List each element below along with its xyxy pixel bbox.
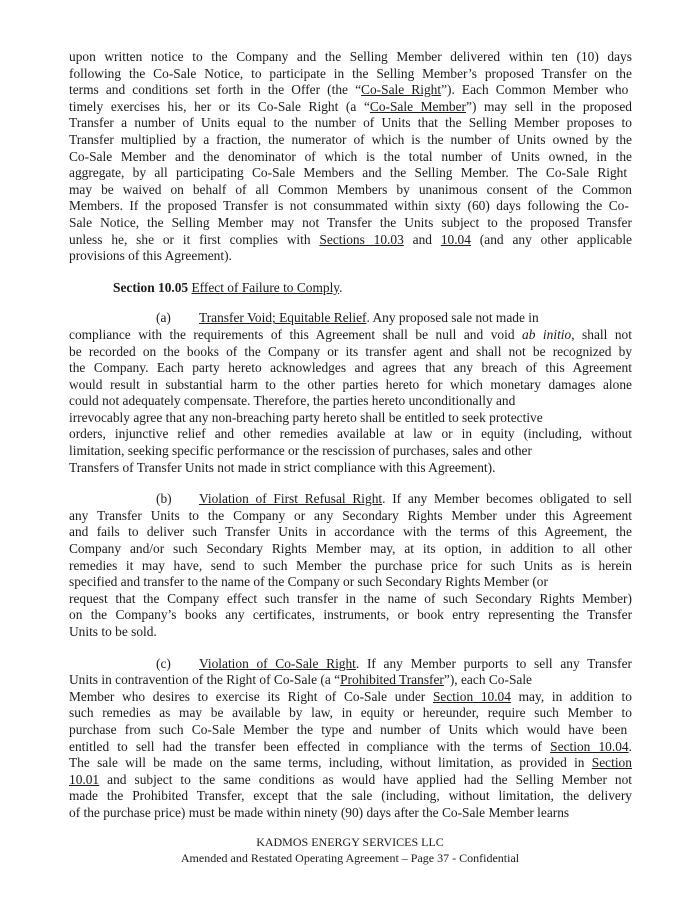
text-line: such remedies as may be available by law, in equity or hereunder, require such Member to [69, 705, 632, 721]
text-line: The sale will be made on the same terms, including, without limitation, as provided in Section [69, 755, 632, 771]
text-line: entitled to sell had the transfer been effected in compliance with the terms of Section 10.04. [69, 738, 632, 754]
subsection-label: (c) [156, 655, 171, 671]
text-line: compliance with the requirements of this Agreement shall be null and void ab initio, shall not [69, 326, 632, 342]
text-line: Sale Notice, the Selling Member may not Transfer the Units subject to the proposed Transfer [69, 214, 632, 230]
co-sale-paragraph [69, 49, 632, 265]
subsection-title: Transfer Void; Equitable Relief [199, 310, 367, 326]
subsection-label: (a) [156, 310, 171, 326]
section-reference: Sections 10.03 [319, 231, 404, 247]
subsection-title: Violation of First Refusal Right [199, 491, 383, 507]
text-line: Units in contravention of the Right of Co-Sale (a “Prohibited Transfer”), each Co-Sale [69, 672, 533, 688]
text-line: Transfer a number of Units equal to the number of Units that the Selling Member proposes to [69, 115, 632, 131]
defined-term-co-sale-member: Co-Sale Member [369, 98, 467, 114]
text-line: on the Company’s books any certificates, instruments, or book entry representing the Transfer [69, 607, 633, 623]
text-line: Member who desires to exercise its Right of Co-Sale under Section 10.04 may, in addition to [69, 688, 632, 704]
text-line: made the Prohibited Transfer, except that the sale (including, without limitation, the delivery [69, 788, 633, 804]
text-line: aggregate, by all participating Co-Sale Members and the Selling Member. The Co-Sale Right [69, 165, 628, 181]
section-reference: 10.04 [440, 231, 471, 247]
text-line: Transfers of Transfer Units not made in strict compliance with this Agreement). [69, 459, 496, 475]
defined-term-co-sale-right: Co-Sale Right [361, 82, 442, 98]
section-reference: 10.01 [69, 771, 100, 787]
text-line: provisions of this Agreement). [69, 248, 232, 264]
defined-term-prohibited-transfer: Prohibited Transfer [340, 672, 444, 688]
text-line: (b) Violation of First Refusal Right. If any Member becomes obligated to sell [156, 491, 632, 507]
text-line: upon written notice to the Company and the Selling Member delivered within ten (10) days [69, 49, 632, 64]
section-number: Section 10.05 [113, 279, 189, 295]
page-footer [0, 835, 700, 866]
text-line: (a) Transfer Void; Equitable Relief. Any proposed sale not made in [156, 310, 539, 326]
section-title: Effect of Failure to Comply [191, 279, 340, 295]
text-line: Members. If the proposed Transfer is not consummated within sixty (60) days following the Co- [69, 198, 629, 214]
text-line: of the purchase price) must be made within ninety (90) days after the Co-Sale Member learns [69, 804, 570, 820]
footer-company: KADMOS ENERGY SERVICES LLC [256, 835, 444, 849]
text-line: (c) Violation of Co-Sale Right. If any Member purports to sell any Transfer [156, 655, 632, 671]
section-reference: Section 10.04 [550, 738, 629, 754]
text-line: purchase from such Co-Sale Member the type and number of Units which would have been [69, 721, 628, 737]
subsection-label: (b) [156, 491, 172, 507]
text-line: would result in substantial harm to the other parties hereto for which monetary damages alone [69, 376, 632, 392]
text-line: 10.01 and subject to the same conditions as would have applied had the Selling Member not [69, 771, 633, 787]
text-line: and fails to deliver such Transfer Units in accordance with the terms of this Agreement, the [69, 524, 632, 540]
text-line: may be waived on behalf of all Common Members by unanimous consent of the Common [69, 181, 632, 197]
section-heading: Section 10.05 Effect of Failure to Comply. [113, 279, 343, 295]
subsection-b [69, 491, 632, 640]
text-line: Co-Sale Member and the denominator of which is the total number of Units owned, in the [69, 148, 632, 164]
text-line: Company and/or such Secondary Rights Member may, at its option, in addition to all other [69, 541, 632, 557]
text-line: request that the Company effect such transfer in the name of such Secondary Rights Member) [69, 590, 632, 606]
text-line: timely exercises his, her or its Co-Sale Right (a “Co-Sale Member”) may sell in the proposed [69, 98, 632, 114]
text-line: specified and transfer to the name of the Company or such Secondary Rights Member (or [69, 574, 548, 590]
subsection-title: Violation of Co-Sale Right [199, 655, 356, 671]
section-reference: Section 10.04 [432, 688, 511, 704]
text-line: following the Co-Sale Notice, to participate in the Selling Member’s proposed Transfer on the [69, 65, 632, 81]
text-line: Units to be sold. [69, 624, 157, 639]
footer-page-info: Amended and Restated Operating Agreement – Page 37 - Confidential [180, 850, 520, 865]
text-line: limitation, seeking specific performance or the rescission of purchases, sales and other [69, 443, 532, 459]
text-line: irrevocably agree that any non-breaching party hereto shall be entitled to seek protective [69, 409, 543, 425]
text-line: the Company. Each party hereto acknowledges and agrees that any breach of this Agreement [69, 360, 632, 376]
text-line: remedies it may have, send to such Member the purchase price for such Units as is herein [69, 557, 632, 573]
subsection-a [69, 310, 632, 476]
text-line: terms and conditions set forth in the Offer (the “Co-Sale Right”). Each Common Member who [69, 82, 629, 98]
text-line: orders, injunctive relief and other remedies available at law or in equity (including, without [69, 426, 632, 442]
text-line: unless he, she or it first complies with Sections 10.03 and 10.04 (and any other applicable [69, 231, 633, 247]
subsection-c [69, 656, 632, 822]
text-line: be recorded on the books of the Company or its transfer agent and shall not be recognized by [69, 343, 633, 359]
latin-term: ab initio [522, 326, 572, 342]
text-line: Transfer multiplied by a fraction, the numerator of which is the number of Units owned by the [69, 131, 632, 147]
text-line: any Transfer Units to the Company or any Secondary Rights Member under this Agreement [69, 507, 632, 523]
text-line: could not adequately compensate. Therefore, the parties hereto unconditionally and [69, 393, 516, 409]
section-reference: Section [591, 755, 632, 771]
